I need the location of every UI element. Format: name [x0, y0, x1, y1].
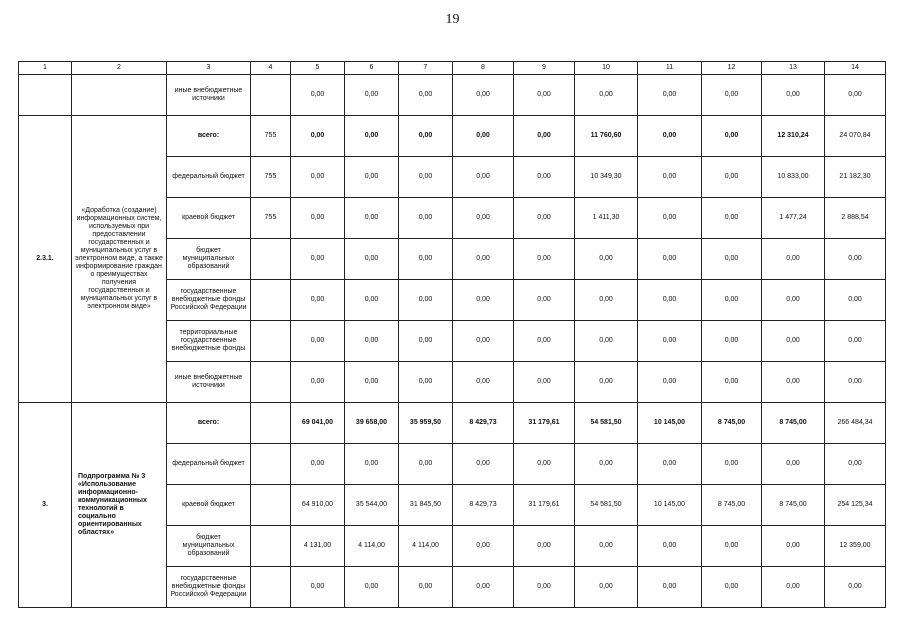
value-cell: 0,00 [399, 280, 453, 321]
value-cell: 0,00 [575, 321, 638, 362]
value-cell: 0,00 [702, 321, 762, 362]
value-cell: 0,00 [345, 239, 399, 280]
value-cell: 0,00 [399, 321, 453, 362]
value-cell: 54 581,50 [575, 485, 638, 526]
value-cell: 0,00 [762, 444, 825, 485]
value-cell: 0,00 [453, 567, 514, 608]
value-cell: 0,00 [514, 75, 575, 116]
value-cell: 0,00 [399, 362, 453, 403]
value-cell: 10 145,00 [638, 403, 702, 444]
value-cell: 21 182,30 [825, 157, 886, 198]
code-cell [251, 321, 291, 362]
value-cell: 0,00 [453, 362, 514, 403]
value-cell: 0,00 [762, 239, 825, 280]
value-cell: 0,00 [702, 157, 762, 198]
funding-source: иные внебюджетные источники [167, 362, 251, 403]
table-row [19, 75, 886, 116]
funding-source: всего: [167, 116, 251, 157]
funding-source: краевой бюджет [167, 485, 251, 526]
value-cell: 0,00 [291, 362, 345, 403]
header-cell: 5 [291, 62, 345, 75]
funding-source: государственные внебюджетные фонды Российской Федерации [167, 567, 251, 608]
value-cell: 0,00 [762, 362, 825, 403]
value-cell: 0,00 [453, 526, 514, 567]
code-cell: 755 [251, 198, 291, 239]
value-cell: 8 745,00 [702, 403, 762, 444]
row-number: 2.3.1. [19, 116, 72, 403]
value-cell: 10 145,00 [638, 485, 702, 526]
value-cell: 31 845,50 [399, 485, 453, 526]
item-name: Подпрограмма № 3 «Использование информационно-коммуникационных технологий в социально ориентированных областях» [72, 403, 167, 608]
value-cell: 0,00 [638, 239, 702, 280]
value-cell: 10 833,00 [762, 157, 825, 198]
value-cell: 8 429,73 [453, 485, 514, 526]
value-cell: 0,00 [453, 157, 514, 198]
row-number: 3. [19, 403, 72, 608]
value-cell: 0,00 [702, 75, 762, 116]
value-cell: 4 131,00 [291, 526, 345, 567]
value-cell: 0,00 [702, 567, 762, 608]
value-cell: 0,00 [345, 116, 399, 157]
value-cell: 0,00 [345, 157, 399, 198]
value-cell: 0,00 [825, 75, 886, 116]
value-cell: 0,00 [825, 321, 886, 362]
header-cell: 10 [575, 62, 638, 75]
value-cell: 10 349,30 [575, 157, 638, 198]
code-cell [251, 567, 291, 608]
value-cell: 0,00 [399, 75, 453, 116]
header-cell: 4 [251, 62, 291, 75]
code-cell: 755 [251, 116, 291, 157]
header-cell: 12 [702, 62, 762, 75]
value-cell: 0,00 [291, 116, 345, 157]
value-cell: 4 114,00 [399, 526, 453, 567]
value-cell: 0,00 [575, 239, 638, 280]
value-cell: 0,00 [762, 75, 825, 116]
code-cell [251, 444, 291, 485]
value-cell: 0,00 [825, 280, 886, 321]
funding-source: краевой бюджет [167, 198, 251, 239]
value-cell: 31 179,61 [514, 403, 575, 444]
header-row [19, 62, 886, 75]
funding-source: федеральный бюджет [167, 157, 251, 198]
value-cell: 0,00 [702, 239, 762, 280]
funding-source: государственные внебюджетные фонды Российской Федерации [167, 280, 251, 321]
header-cell: 2 [72, 62, 167, 75]
value-cell: 0,00 [453, 116, 514, 157]
header-cell: 1 [19, 62, 72, 75]
value-cell: 0,00 [638, 157, 702, 198]
value-cell: 0,00 [575, 362, 638, 403]
code-cell [251, 526, 291, 567]
code-cell: 755 [251, 157, 291, 198]
value-cell: 0,00 [575, 567, 638, 608]
value-cell: 0,00 [453, 444, 514, 485]
value-cell: 254 125,34 [825, 485, 886, 526]
page-number: 19 [445, 12, 460, 27]
value-cell: 0,00 [514, 444, 575, 485]
code-cell [251, 75, 291, 116]
value-cell: 0,00 [345, 75, 399, 116]
funding-source: бюджет муниципальных образований [167, 526, 251, 567]
header-cell: 13 [762, 62, 825, 75]
value-cell: 0,00 [399, 239, 453, 280]
value-cell: 8 745,00 [762, 485, 825, 526]
value-cell: 0,00 [453, 321, 514, 362]
value-cell: 0,00 [762, 567, 825, 608]
value-cell: 0,00 [638, 75, 702, 116]
value-cell: 0,00 [291, 567, 345, 608]
budget-table [18, 61, 886, 608]
value-cell: 0,00 [638, 567, 702, 608]
value-cell: 0,00 [399, 157, 453, 198]
value-cell: 0,00 [575, 280, 638, 321]
value-cell: 0,00 [514, 567, 575, 608]
value-cell: 4 114,00 [345, 526, 399, 567]
value-cell: 0,00 [514, 362, 575, 403]
value-cell: 0,00 [291, 321, 345, 362]
value-cell: 0,00 [638, 116, 702, 157]
value-cell: 0,00 [702, 116, 762, 157]
item-name: «Доработка (создание) информационных систем, используемых при предоставлении государственных и муниципальных услуг в электронном виде, а также информирование граждан о преимуществах получения государственных и муниципальных услуг в электронном виде» [72, 116, 167, 403]
value-cell: 0,00 [514, 239, 575, 280]
value-cell: 69 041,00 [291, 403, 345, 444]
value-cell: 8 745,00 [762, 403, 825, 444]
value-cell: 0,00 [291, 75, 345, 116]
value-cell: 1 477,24 [762, 198, 825, 239]
value-cell: 0,00 [291, 157, 345, 198]
value-cell: 0,00 [514, 157, 575, 198]
code-cell [251, 485, 291, 526]
table-row [19, 116, 886, 157]
value-cell: 0,00 [702, 444, 762, 485]
value-cell: 0,00 [399, 116, 453, 157]
funding-source: федеральный бюджет [167, 444, 251, 485]
value-cell: 0,00 [345, 198, 399, 239]
value-cell: 0,00 [453, 239, 514, 280]
value-cell: 0,00 [345, 567, 399, 608]
value-cell: 0,00 [345, 321, 399, 362]
value-cell: 0,00 [514, 116, 575, 157]
value-cell: 0,00 [399, 198, 453, 239]
value-cell: 0,00 [638, 526, 702, 567]
value-cell: 0,00 [514, 526, 575, 567]
value-cell: 0,00 [825, 362, 886, 403]
header-cell: 3 [167, 62, 251, 75]
header-cell: 7 [399, 62, 453, 75]
value-cell: 0,00 [291, 444, 345, 485]
value-cell: 0,00 [575, 444, 638, 485]
value-cell: 8 429,73 [453, 403, 514, 444]
value-cell: 0,00 [399, 444, 453, 485]
value-cell: 35 959,50 [399, 403, 453, 444]
table-row [19, 403, 886, 444]
value-cell: 0,00 [291, 239, 345, 280]
value-cell: 0,00 [702, 280, 762, 321]
value-cell: 0,00 [514, 280, 575, 321]
header-cell: 14 [825, 62, 886, 75]
header-cell: 6 [345, 62, 399, 75]
value-cell: 0,00 [575, 526, 638, 567]
code-cell [251, 362, 291, 403]
value-cell: 0,00 [291, 280, 345, 321]
value-cell: 2 888,54 [825, 198, 886, 239]
value-cell: 1 411,30 [575, 198, 638, 239]
value-cell: 8 745,00 [702, 485, 762, 526]
value-cell: 11 760,60 [575, 116, 638, 157]
funding-source: бюджет муниципальных образований [167, 239, 251, 280]
value-cell: 0,00 [453, 198, 514, 239]
value-cell: 54 581,50 [575, 403, 638, 444]
value-cell: 0,00 [291, 198, 345, 239]
value-cell: 64 910,00 [291, 485, 345, 526]
value-cell: 0,00 [762, 280, 825, 321]
value-cell: 266 484,34 [825, 403, 886, 444]
code-cell [251, 403, 291, 444]
value-cell: 0,00 [825, 567, 886, 608]
value-cell: 0,00 [345, 280, 399, 321]
value-cell: 0,00 [638, 198, 702, 239]
value-cell: 0,00 [702, 362, 762, 403]
value-cell: 0,00 [702, 526, 762, 567]
value-cell: 0,00 [453, 75, 514, 116]
value-cell: 0,00 [702, 198, 762, 239]
value-cell: 0,00 [638, 280, 702, 321]
value-cell: 0,00 [638, 321, 702, 362]
value-cell: 0,00 [514, 321, 575, 362]
value-cell: 0,00 [453, 280, 514, 321]
code-cell [251, 239, 291, 280]
value-cell: 0,00 [575, 75, 638, 116]
value-cell: 0,00 [638, 444, 702, 485]
funding-source: иные внебюджетные источники [167, 75, 251, 116]
header-cell: 9 [514, 62, 575, 75]
value-cell: 35 544,00 [345, 485, 399, 526]
value-cell: 39 658,00 [345, 403, 399, 444]
value-cell: 0,00 [345, 444, 399, 485]
value-cell: 12 310,24 [762, 116, 825, 157]
value-cell: 0,00 [399, 567, 453, 608]
value-cell: 24 070,84 [825, 116, 886, 157]
value-cell: 0,00 [762, 526, 825, 567]
value-cell: 12 359,00 [825, 526, 886, 567]
funding-source: территориальные государственные внебюджетные фонды [167, 321, 251, 362]
header-cell: 8 [453, 62, 514, 75]
value-cell: 0,00 [825, 239, 886, 280]
value-cell: 0,00 [825, 444, 886, 485]
value-cell: 0,00 [514, 198, 575, 239]
value-cell: 0,00 [638, 362, 702, 403]
value-cell: 0,00 [762, 321, 825, 362]
value-cell: 0,00 [345, 362, 399, 403]
funding-source: всего: [167, 403, 251, 444]
item-name [72, 75, 167, 116]
row-number [19, 75, 72, 116]
header-cell: 11 [638, 62, 702, 75]
code-cell [251, 280, 291, 321]
value-cell: 31 179,61 [514, 485, 575, 526]
